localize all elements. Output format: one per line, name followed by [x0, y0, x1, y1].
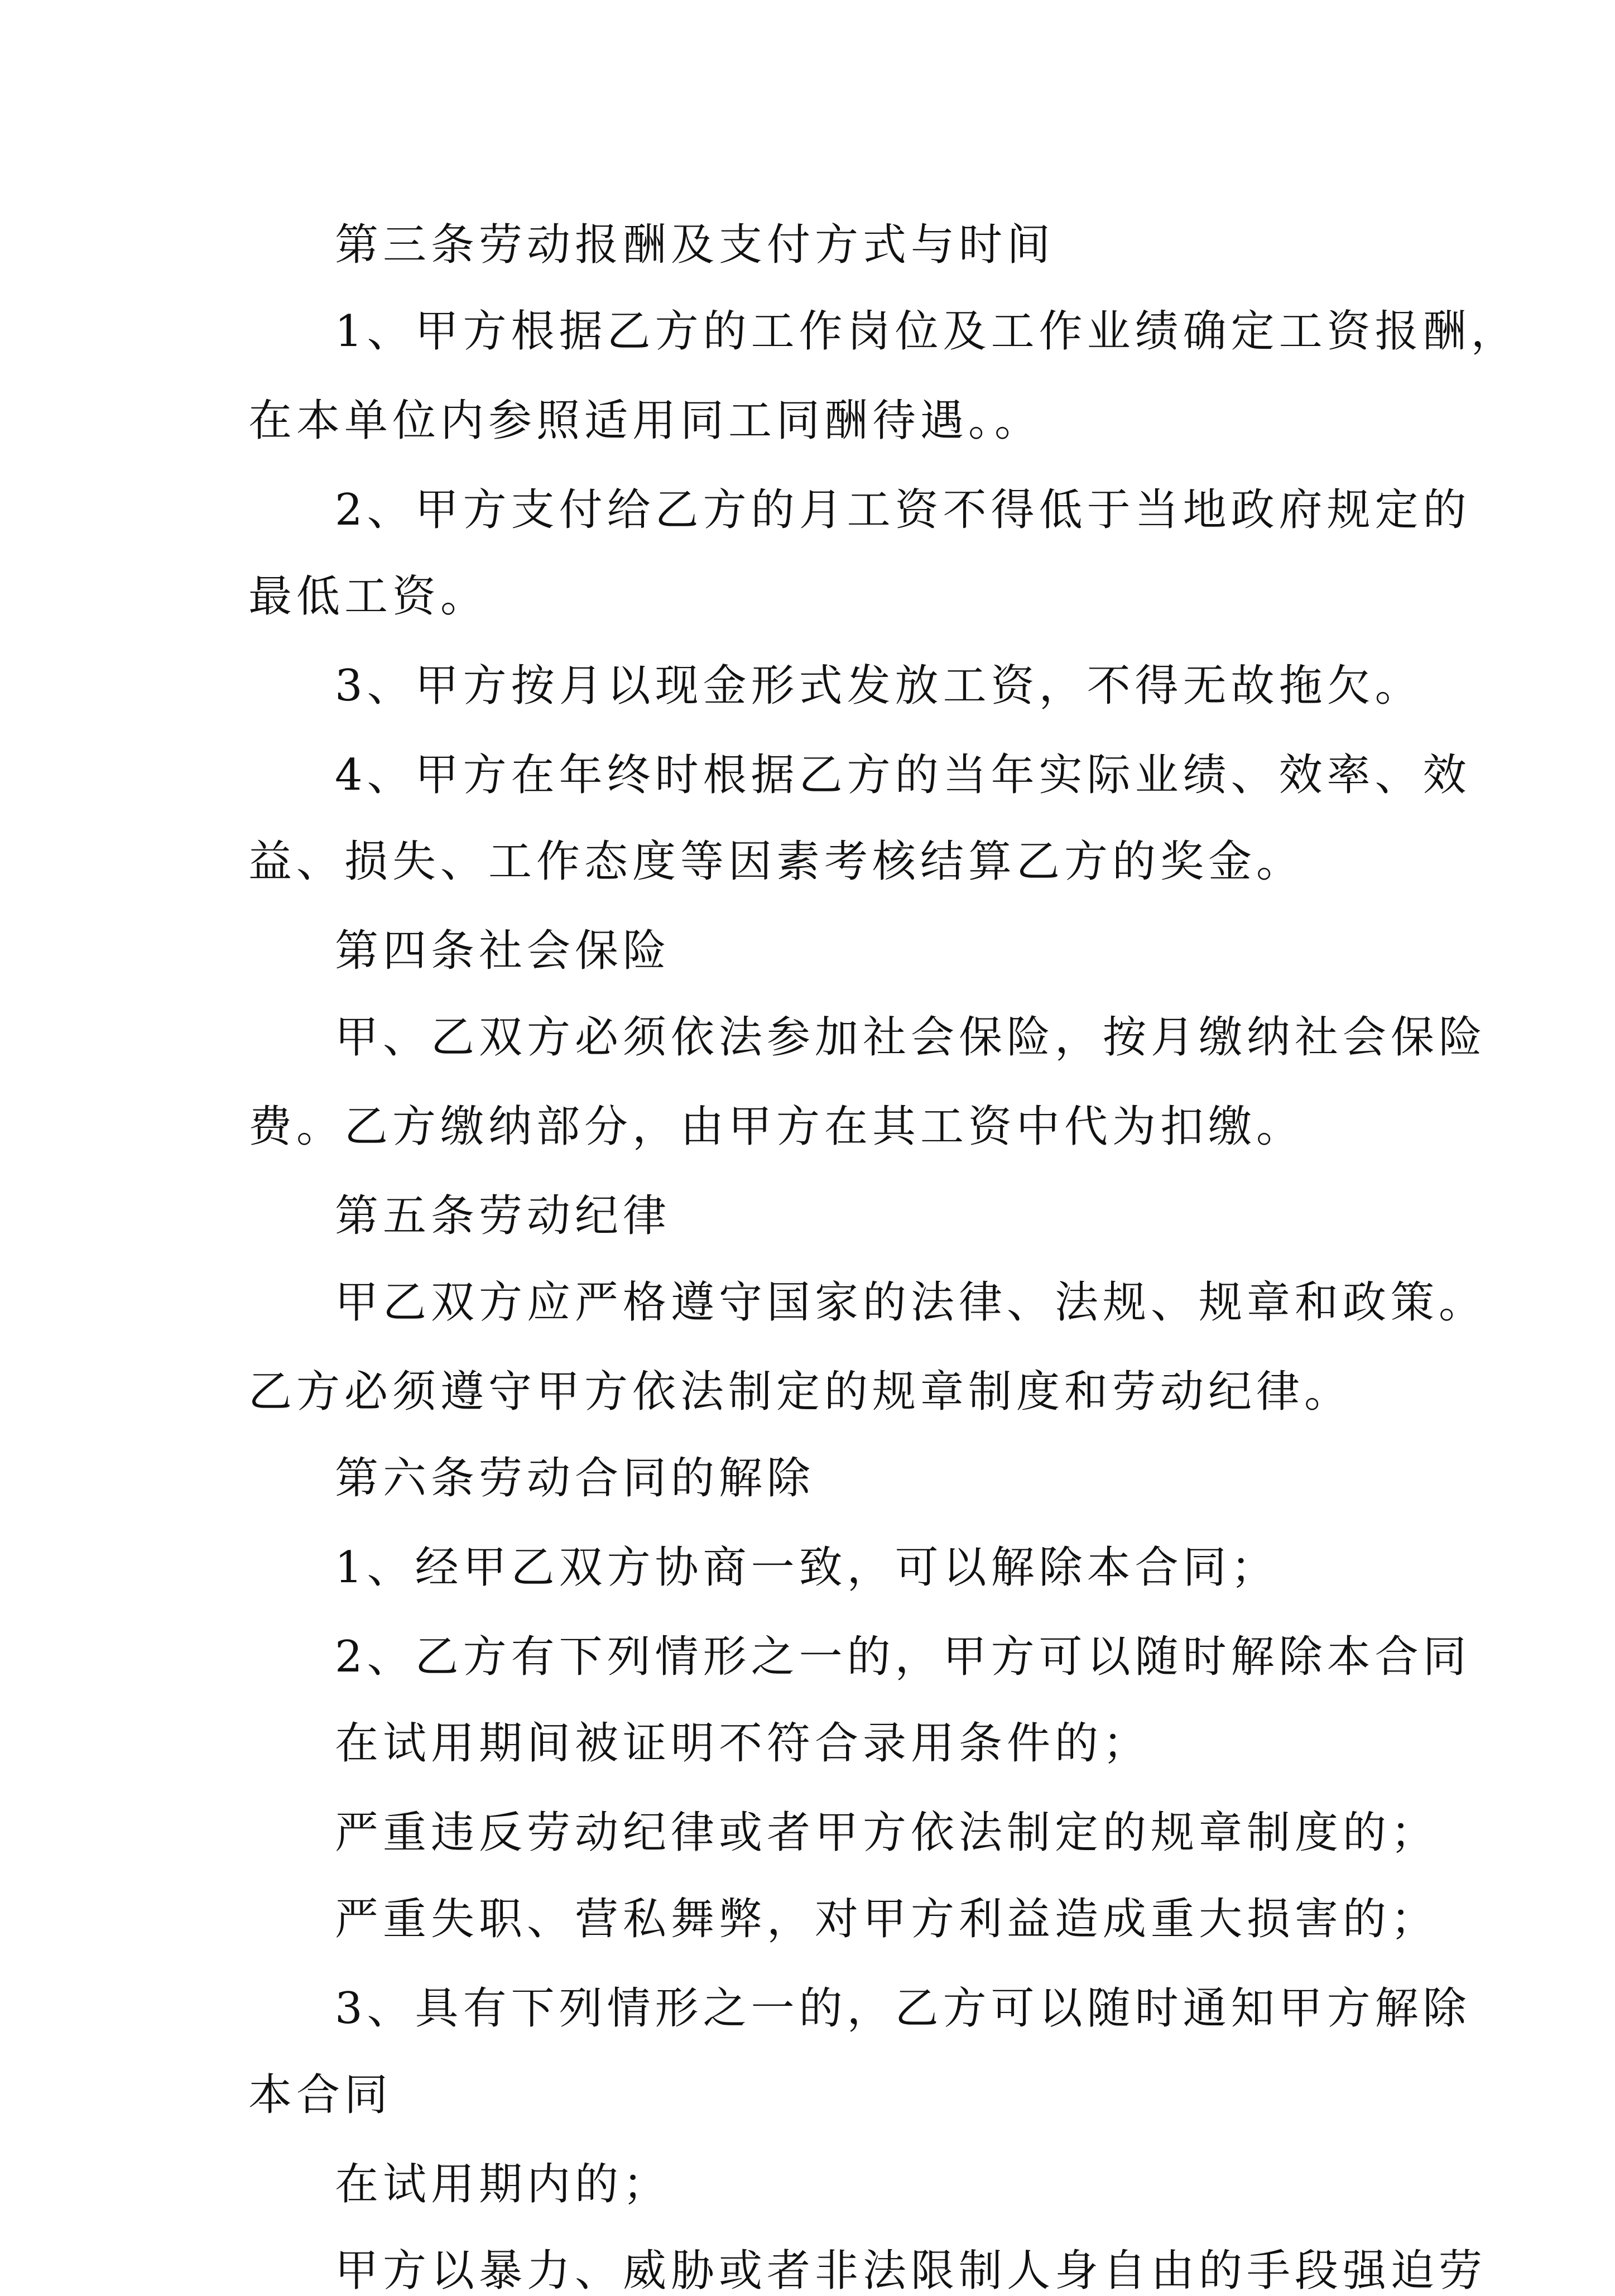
paragraph-line: 2、甲方支付给乙方的月工资不得低于当地政府规定的 [335, 485, 1471, 535]
paragraph-line: 本合同 [248, 2070, 393, 2120]
article-5-heading: 第五条劳动纪律 [335, 1191, 671, 1241]
paragraph-line: 乙方必须遵守甲方依法制定的规章制度和劳动纪律。 [248, 1367, 1353, 1417]
paragraph-line: 严重失职、营私舞弊，对甲方利益造成重大损害的； [335, 1894, 1439, 1944]
paragraph-line: 最低工资。 [248, 571, 489, 622]
article-3-heading: 第三条劳动报酬及支付方式与时间 [335, 220, 1055, 270]
paragraph-line: 甲、乙双方必须依法参加社会保险，按月缴纳社会保险 [335, 1012, 1487, 1063]
article-4-heading: 第四条社会保险 [335, 926, 671, 976]
paragraph-line: 益、损失、工作态度等因素考核结算乙方的奖金。 [248, 837, 1305, 887]
paragraph-line: 严重违反劳动纪律或者甲方依法制定的规章制度的； [335, 1808, 1439, 1858]
paragraph-line: 在试用期内的； [335, 2159, 671, 2209]
article-6-heading: 第六条劳动合同的解除 [335, 1453, 815, 1504]
paragraph-line: 3、具有下列情形之一的，乙方可以随时通知甲方解除 [335, 1983, 1471, 2034]
paragraph-line: 甲方以暴力、威胁或者非法限制人身自由的手段强迫劳 [335, 2246, 1487, 2296]
paragraph-line: 在本单位内参照适用同工同酬待遇。。 [248, 396, 1043, 446]
paragraph-line: 费。乙方缴纳部分，由甲方在其工资中代为扣缴。 [248, 1102, 1305, 1152]
paragraph-line: 在试用期间被证明不符合录用条件的； [335, 1718, 1151, 1769]
paragraph-line: 1、甲方根据乙方的工作岗位及工作业绩确定工资报酬， [335, 306, 1519, 357]
paragraph-line: 2、乙方有下列情形之一的，甲方可以随时解除本合同 [335, 1632, 1471, 1682]
paragraph-line: 1、经甲乙双方协商一致，可以解除本合同； [335, 1543, 1279, 1593]
paragraph-line: 3、甲方按月以现金形式发放工资，不得无故拖欠。 [335, 661, 1423, 711]
paragraph-line: 4、甲方在年终时根据乙方的当年实际业绩、效率、效 [335, 750, 1471, 800]
paragraph-line: 甲乙双方应严格遵守国家的法律、法规、规章和政策。 [335, 1277, 1487, 1328]
